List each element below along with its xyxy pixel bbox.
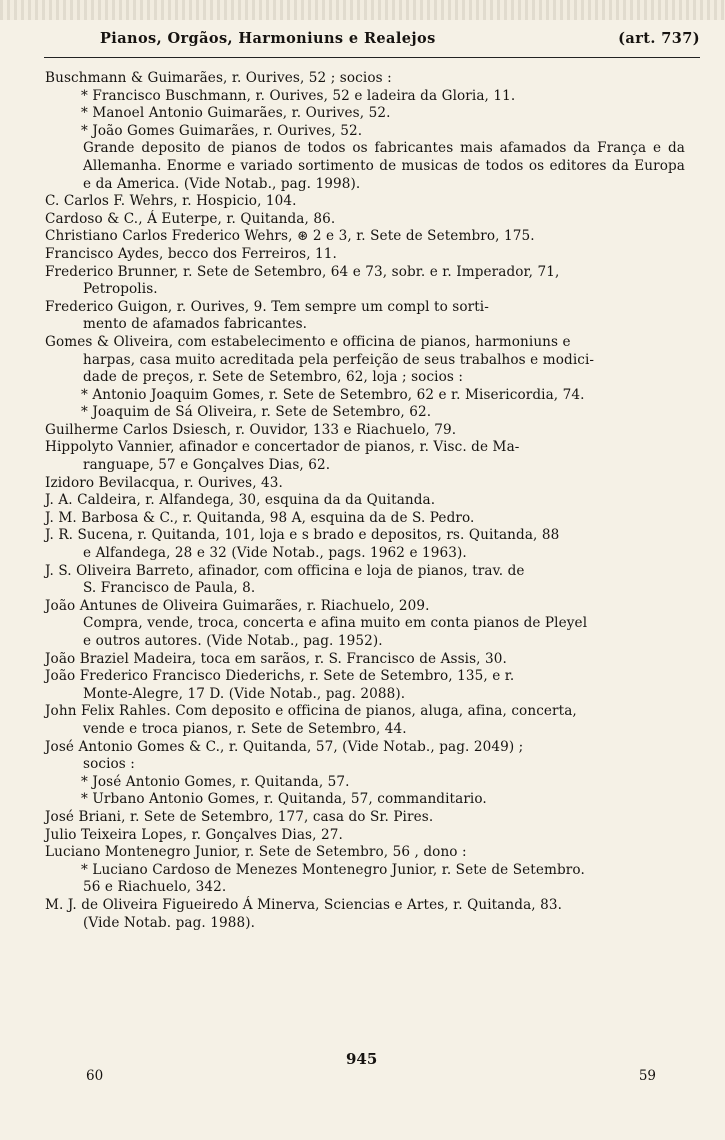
entry-continuation: socios : (83, 756, 135, 773)
entry-line: J. S. Oliveira Barreto, afinador, com officina e loja de pianos, trav. de (45, 562, 525, 579)
entry-line: Frederico Brunner, r. Sete de Setembro, 64 e 73, sobr. e r. Imperador, 71, (45, 263, 560, 280)
list-item (45, 422, 685, 440)
list-item (45, 668, 685, 703)
partner-line: * Manoel Antonio Guimarães, r. Ourives, 52. (81, 105, 391, 122)
entry-line: Christiano Carlos Frederico Wehrs, ⊛ 2 e 3, r. Sete de Setembro, 175. (45, 228, 535, 245)
list-item (45, 703, 685, 738)
entry-line: José Briani, r. Sete de Setembro, 177, casa do Sr. Pires. (45, 808, 434, 825)
entry-continuation: dade de preços, r. Sete de Setembro, 62, loja ; socios : (83, 369, 464, 386)
running-header (100, 30, 700, 54)
list-item (45, 264, 685, 299)
entry-line: Julio Teixeira Lopes, r. Gonçalves Dias, 27. (45, 826, 343, 843)
partner-line: * Francisco Buschmann, r. Ourives, 52 e ladeira da Gloria, 11. (81, 87, 516, 104)
entry-line: M. J. de Oliveira Figueiredo Á Minerva, Sciencias e Artes, r. Quitanda, 83. (45, 896, 563, 913)
entry-line: João Antunes de Oliveira Guimarães, r. Riachuelo, 209. (45, 597, 430, 614)
list-item (45, 246, 685, 264)
list-item (45, 211, 685, 229)
entry-continuation: (Vide Notab. pag. 1988). (83, 914, 256, 931)
list-item (45, 739, 685, 809)
list-item (45, 510, 685, 528)
list-item (45, 827, 685, 845)
entry-line: João Frederico Francisco Diederichs, r. Sete de Setembro, 135, e r. (45, 668, 515, 685)
entry-line: Gomes & Oliveira, com estabelecimento e officina de pianos, harmoniuns e (45, 333, 571, 350)
page-footer (86, 1050, 656, 1084)
entry-line: Izidoro Bevilacqua, r. Ourives, 43. (45, 474, 283, 491)
partner-line: * José Antonio Gomes, r. Quitanda, 57. (81, 773, 350, 790)
header-rule (44, 57, 700, 58)
header-title: Pianos, Orgãos, Harmoniuns e Realejos (100, 30, 436, 47)
entry-line: Hippolyto Vannier, afinador e concertador de pianos, r. Visc. de Ma- (45, 439, 520, 456)
entry-note: Grande deposito de pianos de todos os fabricantes mais afamados da França e da Allemanha. Enorme e variado sortimento de musicas de todos os editores da Europa e da America. (Vide Notab., pag. 1998). (83, 140, 685, 192)
entry-line: J. A. Caldeira, r. Alfandega, 30, esquina da da Quitanda. (45, 492, 436, 509)
entry-line: J. M. Barbosa & C., r. Quitanda, 98 A, esquina da de S. Pedro. (45, 509, 475, 526)
entry-continuation: S. Francisco de Paula, 8. (83, 580, 256, 597)
entry-line: Luciano Montenegro Junior, r. Sete de Setembro, 56 , dono : (45, 844, 467, 861)
entry-continuation: Petropolis. (83, 281, 158, 298)
entry-line: Francisco Aydes, becco dos Ferreiros, 11. (45, 245, 337, 262)
list-item (45, 897, 685, 932)
list-item (45, 598, 685, 651)
directory-listing (45, 70, 685, 932)
entry-line: Frederico Guigon, r. Ourives, 9. Tem sempre um compl to sorti- (45, 298, 489, 315)
list-item (45, 844, 685, 897)
list-item (45, 809, 685, 827)
entry-note: e outros autores. (Vide Notab., pag. 1952). (83, 633, 383, 649)
partner-line: * Luciano Cardoso de Menezes Montenegro Junior, r. Sete de Setembro. (81, 861, 585, 878)
entry-line: Buschmann & Guimarães, r. Ourives, 52 ; socios : (45, 70, 392, 86)
entry-line: John Felix Rahles. Com deposito e officina de pianos, aluga, afina, concerta, (45, 703, 577, 720)
entry-continuation: e Alfandega, 28 e 32 (Vide Notab., pags. 1962 e 1963). (83, 545, 467, 562)
entry-line: José Antonio Gomes & C., r. Quitanda, 57, (Vide Notab., pag. 2049) ; (45, 738, 524, 755)
entry-continuation: harpas, casa muito acreditada pela perfeição de seus trabalhos e modici- (83, 351, 595, 368)
list-item (45, 70, 685, 193)
partner-line: * João Gomes Guimarães, r. Ourives, 52. (81, 122, 363, 139)
partner-line: * Antonio Joaquim Gomes, r. Sete de Setembro, 62 e r. Misericordia, 74. (81, 386, 585, 403)
list-item (45, 563, 685, 598)
entry-note: Compra, vende, troca, concerta e afina muito em conta pianos de Pleyel (83, 615, 588, 632)
list-item (45, 439, 685, 474)
list-item (45, 228, 685, 246)
list-item (45, 193, 685, 211)
list-item (45, 651, 685, 669)
list-item (45, 527, 685, 562)
header-section: (art. 737) (618, 30, 700, 47)
footer-right-number: 59 (638, 1068, 656, 1084)
list-item (45, 334, 685, 422)
entry-continuation: Monte-Alegre, 17 D. (Vide Notab., pag. 2088). (83, 685, 406, 702)
entry-line: C. Carlos F. Wehrs, r. Hospicio, 104. (45, 193, 297, 210)
list-item (45, 475, 685, 493)
partner-line: * Joaquim de Sá Oliveira, r. Sete de Setembro, 62. (81, 404, 432, 421)
list-item (45, 492, 685, 510)
page-top-edge (0, 0, 725, 20)
footer-left-number: 60 (86, 1068, 104, 1084)
entry-line: J. R. Sucena, r. Quitanda, 101, loja e s brado e depositos, rs. Quitanda, 88 (45, 527, 560, 544)
entry-continuation: ranguape, 57 e Gonçalves Dias, 62. (83, 457, 331, 474)
entry-continuation: mento de afamados fabricantes. (83, 316, 308, 333)
list-item (45, 299, 685, 334)
entry-continuation: vende e troca pianos, r. Sete de Setembro, 44. (83, 720, 407, 737)
partner-line: * Urbano Antonio Gomes, r. Quitanda, 57, commanditario. (81, 791, 487, 808)
entry-line: João Braziel Madeira, toca em sarãos, r. S. Francisco de Assis, 30. (45, 650, 507, 667)
page-number: 945 (346, 1050, 378, 1068)
entry-continuation: 56 e Riachuelo, 342. (83, 879, 227, 896)
entry-line: Guilherme Carlos Dsiesch, r. Ouvidor, 133 e Riachuelo, 79. (45, 421, 457, 438)
entry-line: Cardoso & C., Á Euterpe, r. Quitanda, 86. (45, 210, 336, 227)
